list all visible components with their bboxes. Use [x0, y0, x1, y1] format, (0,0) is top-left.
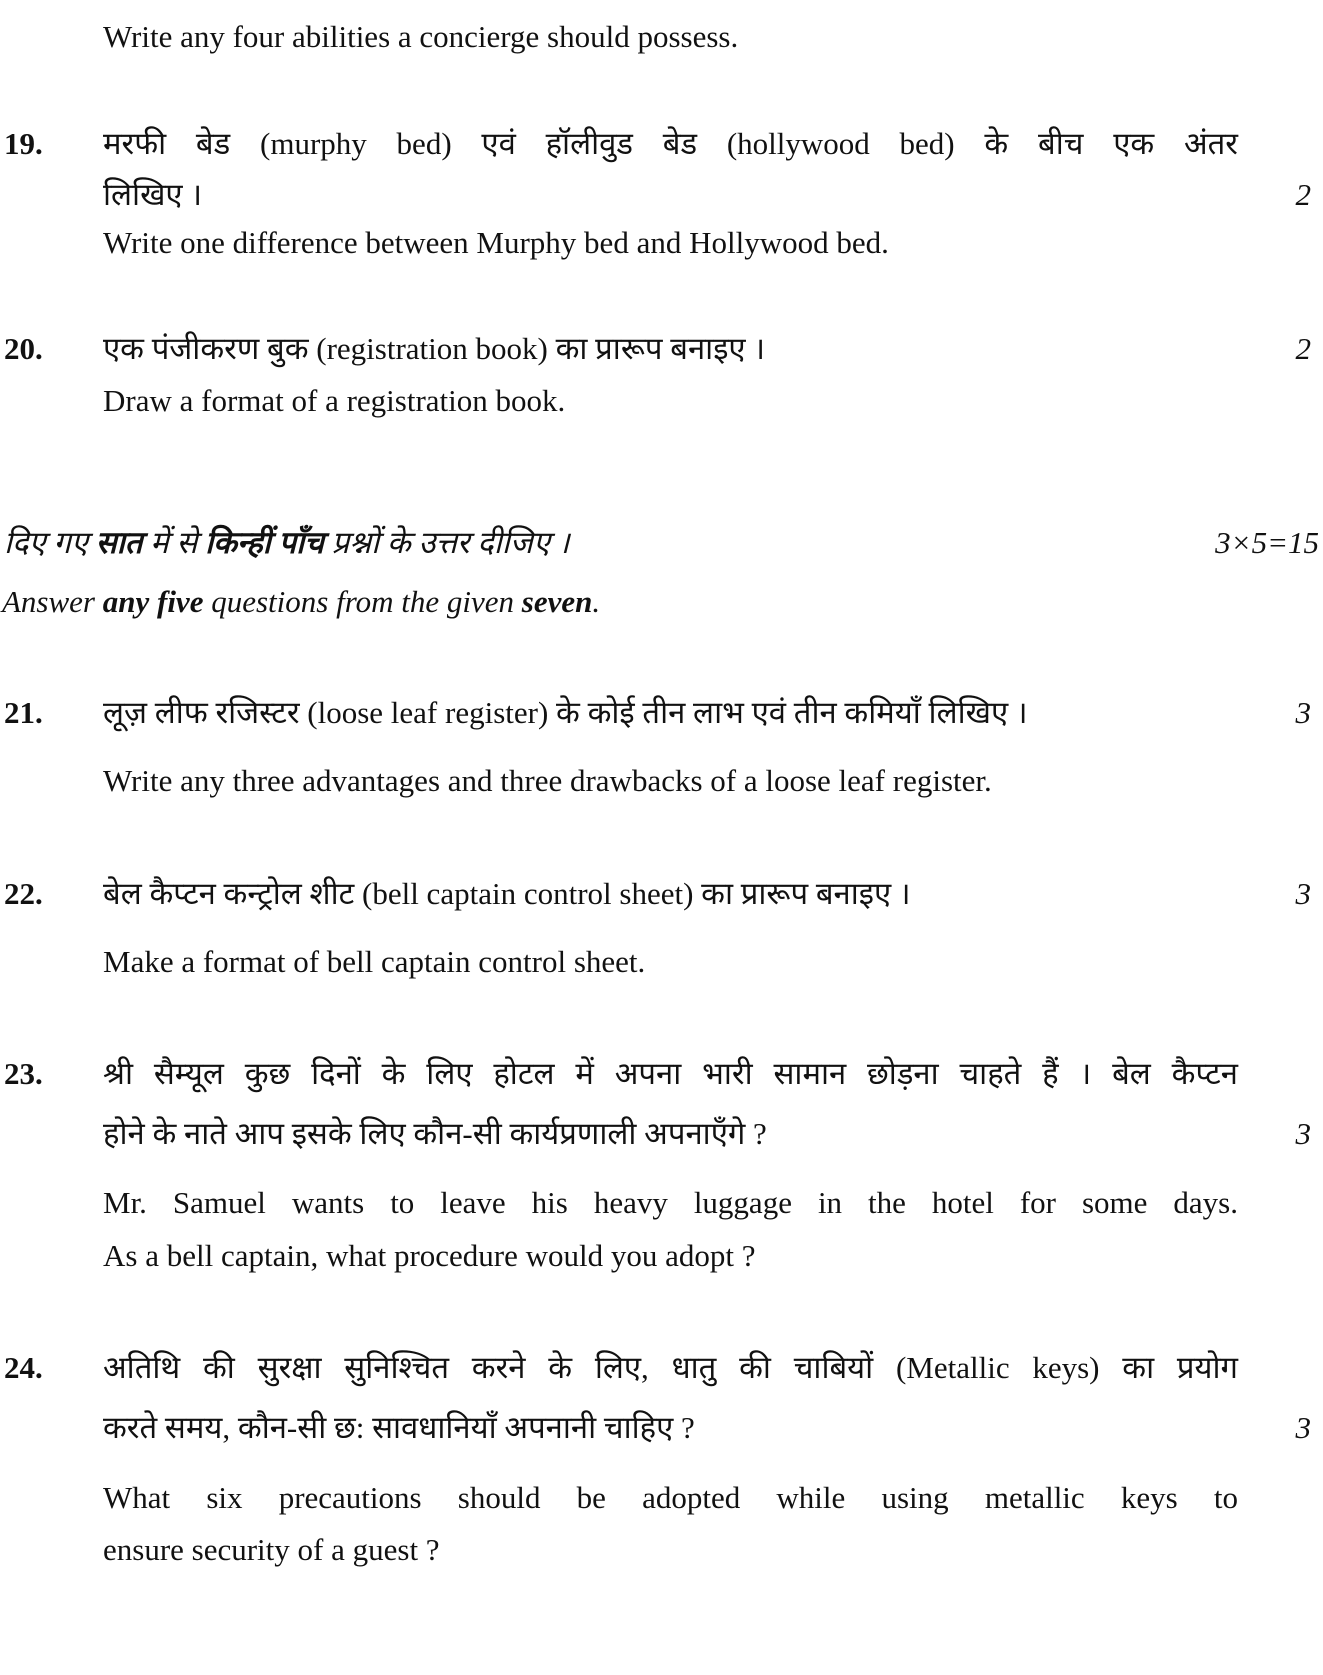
question-marks: 2	[1295, 331, 1311, 366]
instruction-english	[2, 582, 1137, 622]
emphasis: seven	[521, 584, 593, 619]
question-english: Write any three advantages and three drawbacks of a loose leaf register.	[103, 763, 992, 798]
question-marks: 3	[1295, 695, 1311, 730]
question-english: As a bell captain, what procedure would you adopt ?	[103, 1238, 756, 1273]
question-number: 24.	[4, 1350, 43, 1385]
question-number: 22.	[4, 876, 43, 911]
question-hindi: लिखिए ।	[103, 177, 203, 212]
section-marks: 3×5=15	[1215, 525, 1319, 560]
question-number: 23.	[4, 1056, 43, 1091]
question-english: What six precautions should be adopted while using metallic keys to	[103, 1480, 1238, 1515]
question-marks: 3	[1295, 876, 1311, 911]
question-hindi: बेल कैप्टन कन्ट्रोल शीट (bell captain control sheet) का प्रारूप बनाइए ।	[103, 876, 911, 911]
question-number: 19.	[4, 126, 43, 161]
text: .	[592, 584, 601, 619]
question-18-english: Write any four abilities a concierge should possess.	[103, 19, 739, 54]
question-marks: 3	[1295, 1116, 1311, 1151]
question-marks: 2	[1295, 177, 1311, 212]
question-hindi: श्री सैम्यूल कुछ दिनों के लिए होटल में अपना भारी सामान छोड़ना चाहते हैं । बेल कैप्टन	[103, 1056, 1238, 1091]
question-english: Make a format of bell captain control sheet.	[103, 944, 646, 979]
question-marks: 3	[1295, 1410, 1311, 1445]
question-number: 20.	[4, 331, 43, 366]
question-hindi: अतिथि की सुरक्षा सुनिश्चित करने के लिए, धातु की चाबियों (Metallic keys) का प्रयोग	[103, 1350, 1238, 1385]
question-english: Mr. Samuel wants to leave his heavy luggage in the hotel for some days.	[103, 1185, 1238, 1220]
question-number: 21.	[4, 695, 43, 730]
question-hindi: मरफी बेड (murphy bed) एवं हॉलीवुड बेड (hollywood bed) के बीच एक अंतर	[103, 126, 1238, 161]
emphasis: any five	[102, 584, 204, 619]
instruction-hindi	[4, 523, 1139, 563]
text: Answer	[2, 584, 103, 619]
question-hindi: करते समय, कौन-सी छ: सावधानियाँ अपनानी चाहिए ?	[103, 1410, 695, 1445]
text: questions from the given	[203, 584, 522, 619]
question-hindi: एक पंजीकरण बुक (registration book) का प्रारूप बनाइए ।	[103, 331, 766, 366]
text: में से	[142, 525, 206, 560]
emphasis: किन्हीं पाँच	[205, 525, 324, 560]
text: प्रश्नों के उत्तर दीजिए ।	[323, 525, 570, 560]
question-english: Write one difference between Murphy bed and Hollywood bed.	[103, 225, 889, 260]
question-hindi: लूज़ लीफ रजिस्टर (loose leaf register) के कोई तीन लाभ एवं तीन कमियाँ लिखिए ।	[103, 695, 1028, 730]
question-english: Draw a format of a registration book.	[103, 383, 566, 418]
text: दिए गए	[4, 525, 96, 560]
question-english: ensure security of a guest ?	[103, 1532, 440, 1567]
question-hindi: होने के नाते आप इसके लिए कौन-सी कार्यप्रणाली अपनाएँगे ?	[103, 1116, 767, 1151]
emphasis: सात	[95, 525, 143, 560]
